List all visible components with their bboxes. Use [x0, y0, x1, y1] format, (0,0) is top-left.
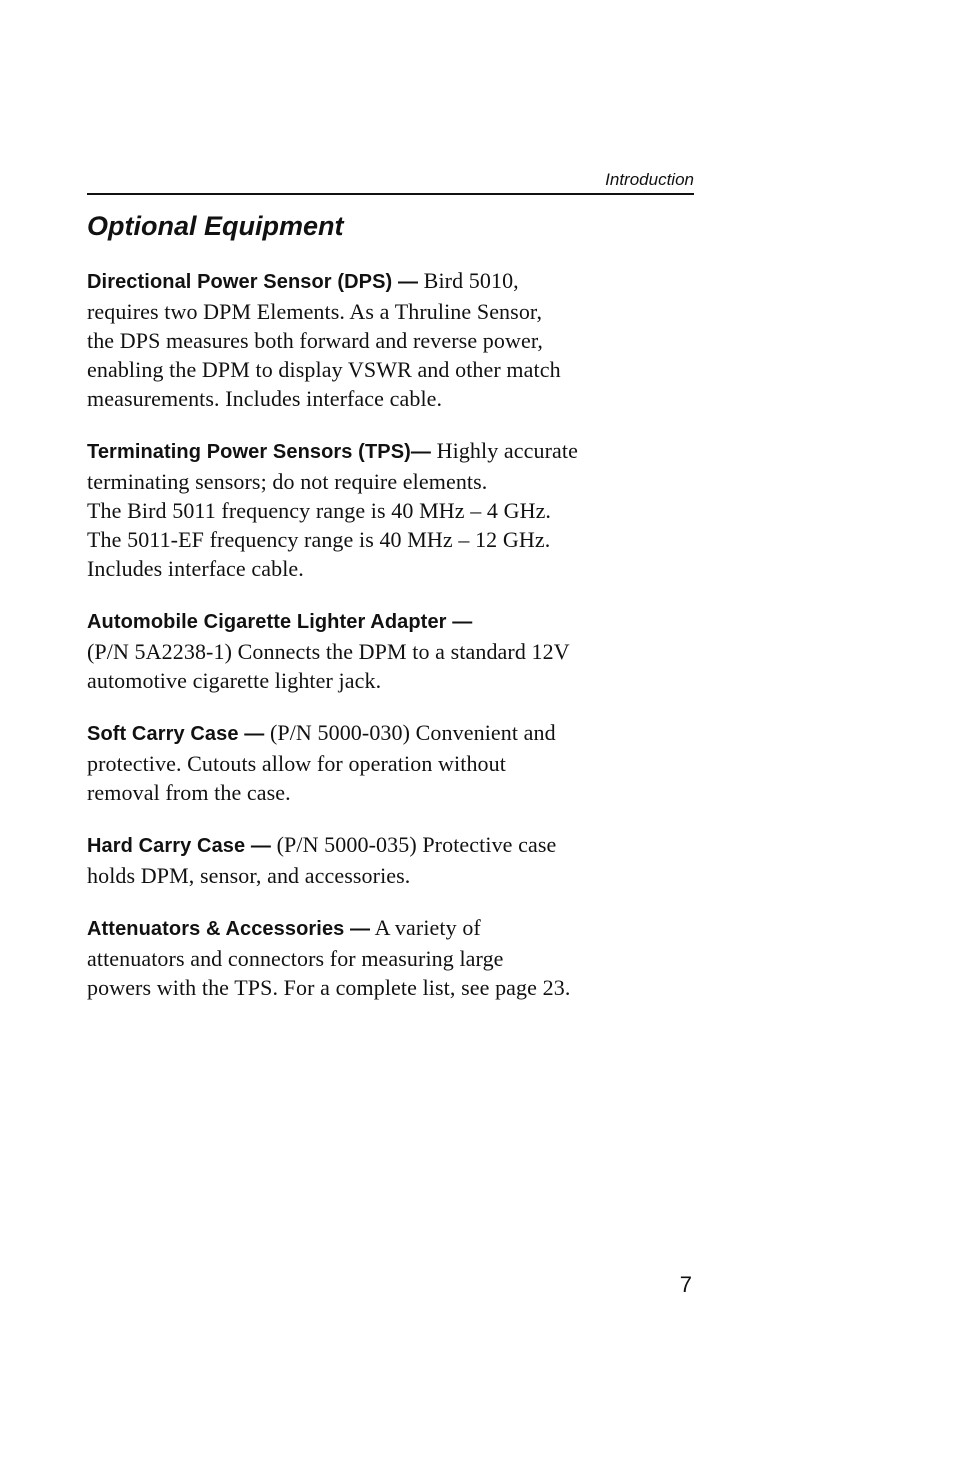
entry-text: automotive cigarette lighter jack.: [87, 668, 382, 693]
running-header: Introduction: [605, 170, 694, 189]
entry-text: enabling the DPM to display VSWR and other match: [87, 357, 561, 382]
equipment-entry-lighter-adapter: [87, 606, 694, 695]
entry-term: Automobile Cigarette Lighter Adapter —: [87, 611, 473, 633]
entry-first-line: [87, 606, 694, 637]
entry-text: measurements. Includes interface cable.: [87, 386, 443, 411]
page-number: 7: [679, 1272, 692, 1297]
equipment-entry-hard-case: [87, 830, 694, 890]
entry-first-line: [87, 913, 694, 944]
entry-text: terminating sensors; do not require elements.: [87, 469, 488, 494]
equipment-entry-tps: [87, 436, 694, 583]
entry-text: Includes interface cable.: [87, 556, 304, 581]
entry-text: (P/N 5000-030) Convenient and: [269, 720, 556, 745]
entry-term: Attenuators & Accessories —: [87, 918, 371, 940]
entry-text: the DPS measures both forward and reverse power,: [87, 328, 544, 353]
entry-text: (P/N 5A2238-1) Connects the DPM to a standard 12V: [87, 639, 570, 664]
entry-term: Hard Carry Case —: [87, 835, 272, 857]
entry-text: Highly accurate: [436, 438, 578, 463]
entry-text: The 5011-EF frequency range is 40 MHz – 12 GHz.: [87, 527, 551, 552]
entry-text: The Bird 5011 frequency range is 40 MHz – 4 GHz.: [87, 498, 552, 523]
entry-text: A variety of: [374, 915, 481, 940]
entry-term: Terminating Power Sensors (TPS)—: [87, 441, 432, 463]
entry-text: attenuators and connectors for measuring large: [87, 946, 504, 971]
entry-text: removal from the case.: [87, 780, 291, 805]
document-page: [87, 0, 694, 1475]
section-title: Optional Equipment: [87, 211, 344, 241]
entry-first-line: [87, 266, 694, 297]
entry-first-line: [87, 830, 694, 861]
entry-term: Soft Carry Case —: [87, 723, 265, 745]
equipment-entry-dps: [87, 266, 694, 413]
entry-text: holds DPM, sensor, and accessories.: [87, 863, 411, 888]
entry-text: requires two DPM Elements. As a Thruline Sensor,: [87, 299, 543, 324]
entry-first-line: [87, 718, 694, 749]
entry-text: (P/N 5000-035) Protective case: [276, 832, 557, 857]
entry-first-line: [87, 436, 694, 467]
entry-text: powers with the TPS. For a complete list, see page 23.: [87, 975, 571, 1000]
equipment-entry-soft-case: [87, 718, 694, 807]
header-rule: [87, 193, 694, 195]
equipment-entry-attenuators: [87, 913, 694, 1002]
entry-text: Bird 5010,: [423, 268, 519, 293]
entry-term: Directional Power Sensor (DPS) —: [87, 271, 419, 293]
equipment-list: [87, 266, 694, 1025]
entry-text: protective. Cutouts allow for operation without: [87, 751, 506, 776]
